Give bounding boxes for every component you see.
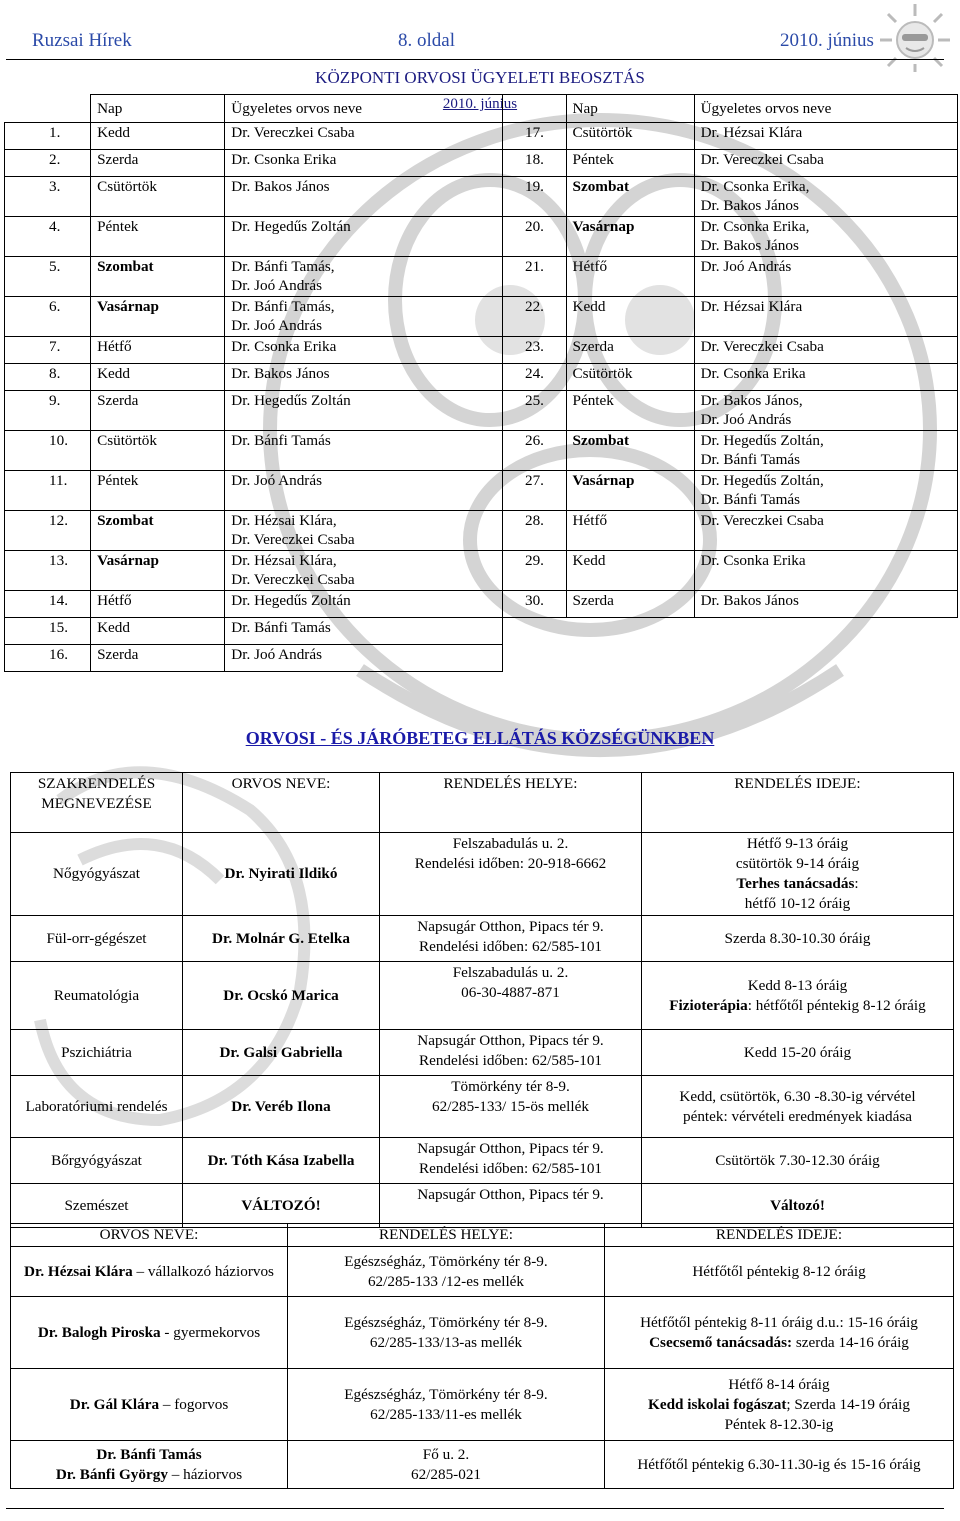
time-line xyxy=(608,1333,950,1353)
doctor-cell xyxy=(225,257,503,297)
doctor-name: Dr. Joó András xyxy=(231,472,322,489)
table-row xyxy=(11,1247,954,1297)
place-line: Napsugár Otthon, Pipacs tér 9. xyxy=(417,1140,604,1157)
place-line: Napsugár Otthon, Pipacs tér 9. xyxy=(417,918,604,935)
table-row xyxy=(5,217,958,257)
doctor-role: – fogorvos xyxy=(159,1395,229,1413)
doctor-name: Dr. Bánfi Tamás xyxy=(231,432,331,449)
time-text: : hétfőtől péntekig 8-12 óráig xyxy=(747,996,926,1014)
time-line xyxy=(645,874,950,894)
place-line: Felszabadulás u. 2. xyxy=(452,835,569,852)
header-blank xyxy=(502,95,566,123)
day-number: 7. xyxy=(5,337,91,364)
doctor-name: Dr. Vereczkei Csaba xyxy=(231,124,355,141)
doctor-cell xyxy=(694,177,957,217)
doctor-cell xyxy=(694,391,957,431)
time-cell xyxy=(642,916,954,962)
doctor-cell xyxy=(694,337,957,364)
time-line: péntek: vérvételi eredmények kiadása xyxy=(683,1107,912,1125)
place-line: Egészségház, Tömörkény tér 8-9. xyxy=(344,1252,548,1270)
doctor-name: Dr. Vereczkei Csaba xyxy=(231,571,355,588)
doctor-cell xyxy=(225,511,503,551)
doctor-name: Dr. Hézsai Klára xyxy=(700,124,803,141)
doctor-name: Dr. Bakos János xyxy=(700,237,799,254)
doctor-name: Dr. Gál Klára xyxy=(69,1395,160,1413)
table-row xyxy=(11,1369,954,1441)
day-number: 17. xyxy=(502,123,566,150)
day-name: Péntek xyxy=(91,217,225,257)
doctor-cell xyxy=(225,471,503,511)
header-blank xyxy=(5,95,91,123)
day-name: Szerda xyxy=(91,391,225,431)
doctor-name: Dr. Vereczkei Csaba xyxy=(700,338,824,355)
day-name: Szerda xyxy=(566,337,694,364)
day-name: Csütörtök xyxy=(91,431,225,471)
doctor-name: Dr. Hézsai Klára xyxy=(700,298,803,315)
doctor-cell xyxy=(694,645,957,672)
day-name: Hétfő xyxy=(91,591,225,618)
time-line: Hétfőtől péntekig 8-12 óráig xyxy=(692,1262,866,1280)
doctor-name: Dr. Hézsai Klára xyxy=(24,1262,133,1280)
doctor-cell xyxy=(225,551,503,591)
day-name: Csütörtök xyxy=(566,123,694,150)
doctor-name: Dr. Joó András xyxy=(231,646,322,663)
doctor-name: Dr. Hézsai Klára, xyxy=(231,552,337,569)
doctor-line xyxy=(14,1465,284,1485)
day-number: 12. xyxy=(5,511,91,551)
doctor-name: Dr. Joó András xyxy=(700,258,792,275)
doctor-name: Dr. Tóth Kása Izabella xyxy=(183,1138,380,1184)
doctor-name: Dr. Bakos János xyxy=(700,197,799,214)
doctor-cell xyxy=(694,618,957,645)
time-cell xyxy=(605,1297,954,1369)
doctor-cell xyxy=(225,123,503,150)
doctor-name: Dr. Bánfi György xyxy=(55,1465,168,1483)
doctor-name: Dr. Bánfi Tamás xyxy=(231,619,331,636)
specialty-name: Pszichiátria xyxy=(11,1030,183,1076)
place-line: Rendelési időben: 62/585-101 xyxy=(418,1160,603,1177)
doctor-name: Dr. Bánfi Tamás, xyxy=(231,258,335,275)
time-label: Fizioterápia xyxy=(669,996,748,1014)
specialty-name: Laboratóriumi rendelés xyxy=(11,1076,183,1138)
time-line xyxy=(608,1395,950,1415)
doctor-name: Dr. Molnár G. Etelka xyxy=(183,916,380,962)
time-label: Terhes tanácsadás xyxy=(736,875,855,892)
place-line: Felszabadulás u. 2. xyxy=(452,964,569,981)
time-line: Változó! xyxy=(770,1196,825,1214)
doctor-role: – háziorvos xyxy=(167,1465,243,1483)
day-name: Kedd xyxy=(91,618,225,645)
doctor-cell xyxy=(694,471,957,511)
table-row xyxy=(11,1297,954,1369)
doctor-name: Dr. Hegedűs Zoltán, xyxy=(700,432,824,449)
doctor-cell xyxy=(11,1441,288,1489)
duty-schedule-table xyxy=(4,94,958,672)
table-row xyxy=(11,833,954,916)
time-line xyxy=(645,996,950,1016)
table-row xyxy=(5,364,958,391)
day-name: Szerda xyxy=(91,645,225,672)
doctor-name: Dr. Joó András xyxy=(231,277,322,294)
doctor-cell xyxy=(11,1247,288,1297)
doctor-name: Dr. Nyirati Ildikó xyxy=(183,833,380,916)
table-row xyxy=(5,150,958,177)
doctor-cell xyxy=(225,645,503,672)
place-line: 62/285-133/11-es mellék xyxy=(370,1405,522,1423)
time-label: Kedd iskolai fogászat xyxy=(648,1395,787,1413)
day-number: 26. xyxy=(502,431,566,471)
day-name: Csütörtök xyxy=(91,177,225,217)
table-row xyxy=(5,551,958,591)
doctor-cell xyxy=(694,297,957,337)
schedule-subtitle: 2010. június xyxy=(442,96,518,112)
time-text: szerda 14-16 óráig xyxy=(792,1333,909,1351)
doctor-name: Dr. Bakos János xyxy=(231,178,330,195)
doctor-name: VÁLTOZÓ! xyxy=(183,1184,380,1228)
table-row xyxy=(11,1030,954,1076)
header-place: RENDELÉS HELYE: xyxy=(288,1224,605,1247)
table-row xyxy=(5,123,958,150)
day-name: Péntek xyxy=(566,391,694,431)
doctor-name: Dr. Vereczkei Csaba xyxy=(700,151,824,168)
day-number xyxy=(502,618,566,645)
doctor-cell xyxy=(694,123,957,150)
day-number: 6. xyxy=(5,297,91,337)
doctor-name: Dr. Veréb Ilona xyxy=(183,1076,380,1138)
day-number: 4. xyxy=(5,217,91,257)
day-name: Csütörtök xyxy=(566,364,694,391)
table-row xyxy=(5,591,958,618)
time-line: Kedd 15-20 óráig xyxy=(743,1043,852,1061)
doctor-cell xyxy=(694,551,957,591)
table-row xyxy=(11,1441,954,1489)
place-cell xyxy=(288,1297,605,1369)
table-row xyxy=(11,1138,954,1184)
header-rule xyxy=(6,59,944,60)
day-number: 23. xyxy=(502,337,566,364)
day-name: Szombat xyxy=(566,431,694,471)
doctor-name: Dr. Galsi Gabriella xyxy=(183,1030,380,1076)
table-row xyxy=(5,511,958,551)
time-line: Hétfő 8-14 óráig xyxy=(728,1375,830,1393)
header-time: RENDELÉS IDEJE: xyxy=(605,1224,954,1247)
care-section-title: ORVOSI - ÉS JÁRÓBETEG ELLÁTÁS KÖZSÉGÜNKBEN xyxy=(245,728,715,748)
day-number: 24. xyxy=(502,364,566,391)
footer-rule xyxy=(6,1508,944,1509)
header-specialty: SZAKRENDELÉS MEGNEVEZÉSE xyxy=(11,773,183,833)
place-cell xyxy=(380,962,642,1030)
day-number: 1. xyxy=(5,123,91,150)
doctor-name: Dr. Hézsai Klára, xyxy=(231,512,337,529)
time-cell xyxy=(642,833,954,916)
day-number: 22. xyxy=(502,297,566,337)
table-row xyxy=(5,257,958,297)
day-number: 28. xyxy=(502,511,566,551)
doctor-name: Dr. Hegedűs Zoltán xyxy=(231,392,351,409)
day-name: Szerda xyxy=(91,150,225,177)
place-cell xyxy=(288,1441,605,1489)
doctor-cell xyxy=(694,511,957,551)
time-line: hétfő 10-12 óráig xyxy=(744,895,851,912)
header-time: RENDELÉS IDEJE: xyxy=(642,773,954,833)
table-row xyxy=(5,431,958,471)
table-row xyxy=(5,391,958,431)
place-line: Egészségház, Tömörkény tér 8-9. xyxy=(344,1385,548,1403)
doctor-name: Dr. Hegedűs Zoltán xyxy=(231,592,351,609)
general-practice-table xyxy=(10,1223,954,1489)
time-cell xyxy=(605,1247,954,1297)
day-number: 5. xyxy=(5,257,91,297)
doctor-cell xyxy=(225,297,503,337)
doctor-name: Dr. Hegedűs Zoltán xyxy=(231,218,351,235)
day-number: 25. xyxy=(502,391,566,431)
day-name: Vasárnap xyxy=(566,217,694,257)
place-cell xyxy=(380,1076,642,1138)
doctor-name: Dr. Bánfi Tamás xyxy=(700,451,801,468)
place-line: Egészségház, Tömörkény tér 8-9. xyxy=(344,1313,548,1331)
doctor-cell xyxy=(11,1369,288,1441)
day-number: 10. xyxy=(5,431,91,471)
doctor-name: Dr. Joó András xyxy=(231,317,322,334)
doctor-cell xyxy=(225,591,503,618)
time-cell xyxy=(642,1076,954,1138)
doctor-name: Dr. Bakos János, xyxy=(700,392,803,409)
header-doctor: Ügyeletes orvos neve xyxy=(225,95,503,123)
table-row xyxy=(5,618,958,645)
day-number: 11. xyxy=(5,471,91,511)
header-date: 2010. június xyxy=(780,30,874,51)
doctor-cell xyxy=(225,150,503,177)
doctor-name: Dr. Vereczkei Csaba xyxy=(700,512,824,529)
place-line: 06-30-4887-871 xyxy=(461,984,560,1001)
doctor-name: Dr. Csonka Erika, xyxy=(700,218,810,235)
doctor-cell xyxy=(694,257,957,297)
doctor-name: Dr. Csonka Erika xyxy=(231,151,337,168)
table-header-row xyxy=(5,95,958,123)
place-cell xyxy=(380,1138,642,1184)
table-header-row xyxy=(11,1224,954,1247)
place-cell xyxy=(380,916,642,962)
day-name: Szombat xyxy=(91,511,225,551)
time-line: Csütörtök 7.30-12.30 óráig xyxy=(715,1151,880,1169)
doctor-name: Dr. Ocskó Marica xyxy=(183,962,380,1030)
time-text: ; Szerda 14-19 óráig xyxy=(786,1395,910,1413)
doctor-name: Dr. Csonka Erika xyxy=(700,552,806,569)
specialist-table xyxy=(10,772,954,1228)
time-line: Kedd, csütörtök, 6.30 -8.30-ig vérvétel xyxy=(679,1087,916,1105)
table-row xyxy=(5,471,958,511)
place-line: Rendelési időben: 62/585-101 xyxy=(418,938,603,955)
day-name: Kedd xyxy=(566,551,694,591)
doctor-cell xyxy=(225,391,503,431)
day-name: Vasárnap xyxy=(91,551,225,591)
time-line: Szerda 8.30-10.30 óráig xyxy=(724,929,871,947)
table-row xyxy=(5,177,958,217)
place-cell xyxy=(288,1247,605,1297)
day-number: 30. xyxy=(502,591,566,618)
doctor-cell xyxy=(694,217,957,257)
place-cell xyxy=(288,1369,605,1441)
day-name: Vasárnap xyxy=(566,471,694,511)
day-number: 14. xyxy=(5,591,91,618)
doctor-cell xyxy=(694,364,957,391)
table-row xyxy=(5,645,958,672)
day-name xyxy=(566,645,694,672)
specialty-name: Nőgyógyászat xyxy=(11,833,183,916)
doctor-name: Dr. Bánfi Tamás xyxy=(700,491,801,508)
header-publication: Ruzsai Hírek xyxy=(32,30,132,51)
day-name: Péntek xyxy=(91,471,225,511)
time-line: Hétfő 9-13 óráig xyxy=(746,835,849,852)
place-line: Tömörkény tér 8-9. xyxy=(451,1078,570,1095)
day-number: 19. xyxy=(502,177,566,217)
day-number: 20. xyxy=(502,217,566,257)
time-label: Csecsemő tanácsadás: xyxy=(649,1333,793,1351)
day-name: Hétfő xyxy=(566,257,694,297)
table-row xyxy=(11,916,954,962)
schedule-title: KÖZPONTI ORVOSI ÜGYELETI BEOSZTÁS xyxy=(315,68,645,87)
doctor-cell xyxy=(225,177,503,217)
day-name: Vasárnap xyxy=(91,297,225,337)
day-name xyxy=(566,618,694,645)
day-number: 2. xyxy=(5,150,91,177)
place-line: Rendelési időben: 62/585-101 xyxy=(418,1052,603,1069)
day-name: Péntek xyxy=(566,150,694,177)
doctor-name: Dr. Csonka Erika, xyxy=(700,178,810,195)
table-header-row xyxy=(11,773,954,833)
header-doctor: Ügyeletes orvos neve xyxy=(694,95,957,123)
time-line: Péntek 8-12.30-ig xyxy=(724,1415,834,1433)
doctor-name: Dr. Joó András xyxy=(700,411,792,428)
doctor-cell xyxy=(694,591,957,618)
doctor-cell xyxy=(225,364,503,391)
day-number: 9. xyxy=(5,391,91,431)
table-row xyxy=(5,337,958,364)
day-name: Hétfő xyxy=(566,511,694,551)
header-place: RENDELÉS HELYE: xyxy=(380,773,642,833)
doctor-name: Dr. Bakos János xyxy=(231,365,330,382)
time-line: Hétfőtől péntekig 8-11 óráig d.u.: 15-16 óráig xyxy=(640,1313,918,1331)
doctor-name: Dr. Balogh Piroska xyxy=(37,1323,161,1341)
place-line: Napsugár Otthon, Pipacs tér 9. xyxy=(417,1032,604,1049)
time-cell xyxy=(642,1184,954,1228)
day-number: 3. xyxy=(5,177,91,217)
day-name: Kedd xyxy=(91,123,225,150)
day-number: 29. xyxy=(502,551,566,591)
place-line: 62/285-133 /12-es mellék xyxy=(367,1272,525,1290)
doctor-name: Dr. Hegedűs Zoltán, xyxy=(700,472,824,489)
doctor-cell xyxy=(694,431,957,471)
day-number: 27. xyxy=(502,471,566,511)
day-name: Szombat xyxy=(91,257,225,297)
doctor-role: – vállalkozó háziorvos xyxy=(132,1262,274,1280)
doctor-cell xyxy=(225,618,503,645)
place-cell xyxy=(380,1030,642,1076)
day-number: 8. xyxy=(5,364,91,391)
day-name: Hétfő xyxy=(91,337,225,364)
day-name: Szombat xyxy=(566,177,694,217)
doctor-name: Dr. Vereczkei Csaba xyxy=(231,531,355,548)
header-day: Nap xyxy=(91,95,225,123)
time-cell xyxy=(642,962,954,1030)
table-row xyxy=(11,1184,954,1228)
doctor-name: Dr. Bánfi Tamás, xyxy=(231,298,335,315)
day-name: Kedd xyxy=(91,364,225,391)
time-line: Hétfőtől péntekig 6.30-11.30-ig és 15-16 óráig xyxy=(637,1455,921,1473)
specialty-name: Reumatológia xyxy=(11,962,183,1030)
day-number: 16. xyxy=(5,645,91,672)
day-number: 18. xyxy=(502,150,566,177)
header-day: Nap xyxy=(566,95,694,123)
table-row xyxy=(5,297,958,337)
header-doctor: ORVOS NEVE: xyxy=(183,773,380,833)
place-line: Rendelési időben: 20-918-6662 xyxy=(414,855,607,872)
table-row xyxy=(11,1076,954,1138)
day-name: Kedd xyxy=(566,297,694,337)
time-line: Kedd 8-13 óráig xyxy=(747,976,848,994)
place-cell xyxy=(380,1184,642,1228)
time-line: csütörtök 9-14 óráig xyxy=(735,855,860,872)
header-page: 8. oldal xyxy=(398,30,455,51)
place-line: Napsugár Otthon, Pipacs tér 9. xyxy=(417,1186,604,1203)
time-cell xyxy=(605,1369,954,1441)
header-doctor: ORVOS NEVE: xyxy=(11,1224,288,1247)
day-number: 21. xyxy=(502,257,566,297)
day-number: 15. xyxy=(5,618,91,645)
doctor-cell xyxy=(225,337,503,364)
time-cell xyxy=(605,1441,954,1489)
specialty-name: Bőrgyógyászat xyxy=(11,1138,183,1184)
place-line: 62/285-021 xyxy=(410,1465,482,1483)
doctor-role: - gyermekorvos xyxy=(160,1323,261,1341)
place-line: Fő u. 2. xyxy=(422,1445,470,1463)
day-number xyxy=(502,645,566,672)
specialty-name: Fül-orr-gégészet xyxy=(11,916,183,962)
doctor-name: Dr. Csonka Erika xyxy=(231,338,337,355)
place-line: 62/285-133/13-as mellék xyxy=(369,1333,523,1351)
table-row xyxy=(11,962,954,1030)
time-cell xyxy=(642,1138,954,1184)
sun-logo xyxy=(876,2,954,72)
place-cell xyxy=(380,833,642,916)
doctor-name: Dr. Bánfi Tamás xyxy=(96,1445,202,1463)
doctor-name: Dr. Bakos János xyxy=(700,592,799,609)
doctor-cell xyxy=(694,150,957,177)
doctor-cell xyxy=(225,431,503,471)
place-line: 62/285-133/ 15-ös mellék xyxy=(432,1098,589,1115)
doctor-cell xyxy=(225,217,503,257)
day-name: Szerda xyxy=(566,591,694,618)
time-cell xyxy=(642,1030,954,1076)
doctor-cell xyxy=(11,1297,288,1369)
day-number: 13. xyxy=(5,551,91,591)
specialty-name: Szemészet xyxy=(11,1184,183,1228)
time-text: : xyxy=(854,875,859,892)
doctor-name: Dr. Csonka Erika xyxy=(700,365,806,382)
